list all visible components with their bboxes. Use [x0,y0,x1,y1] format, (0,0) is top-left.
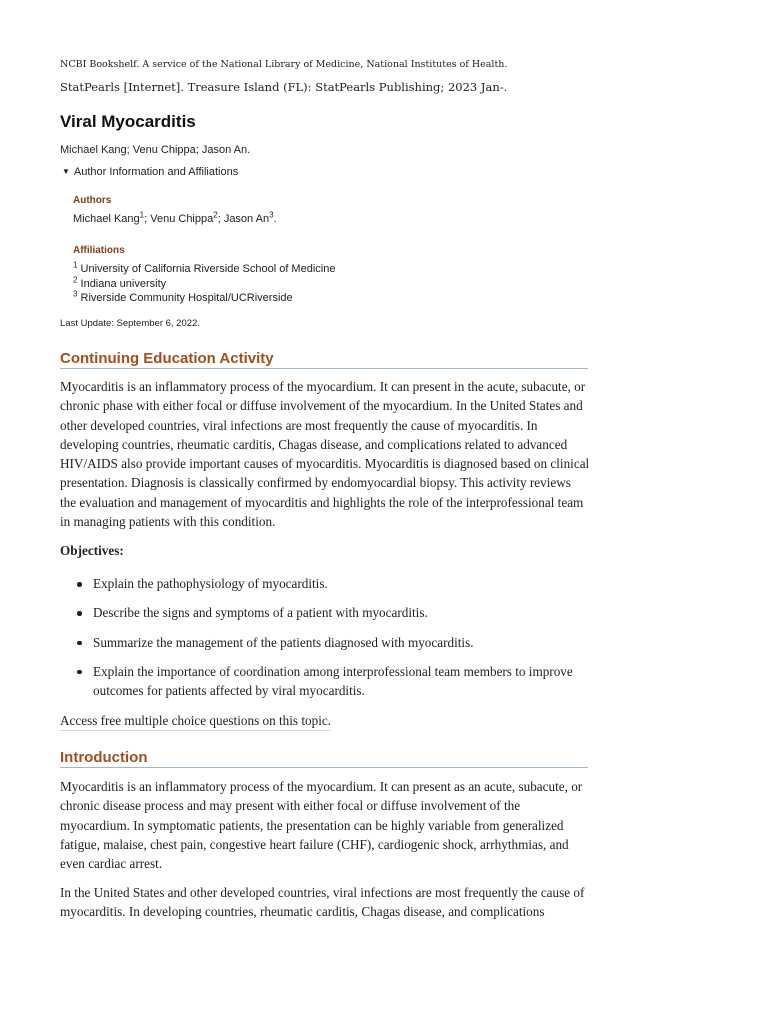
triangle-down-icon: ▼ [62,167,70,176]
affiliation-item [73,275,167,290]
list-item: Explain the importance of coordination among interprofessional team members to improve outcomes for patients affected by viral myocarditis. [93,662,623,701]
author-info-toggle-label: Author Information and Affiliations [73,166,239,178]
section-heading-introduction: Introduction [60,749,588,768]
author-affil-number: 2 [213,210,218,220]
author-separator: ; [217,213,224,225]
authors-heading: Authors [73,195,112,206]
objectives-list [60,574,623,710]
affiliation-number: 2 [73,275,78,285]
authors-line: Michael Kang; Venu Chippa; Jason An. [60,144,251,156]
author-name: Michael Kang [73,213,140,225]
author-affil-number: 1 [139,210,145,220]
author-info-toggle[interactable] [62,166,238,178]
intro-paragraph-2: In the United States and other developed countries, viral infections are most frequently the cause of myocarditis. In developing countries, rheumatic carditis, Chagas disease, and complications [60,885,585,920]
author-name: Jason An [223,213,270,225]
affiliation-item [73,289,293,304]
affiliation-item [73,260,336,275]
objectives-label: Objectives: [60,543,124,558]
affiliation-number: 3 [73,289,78,299]
affiliation-text: University of California Riverside School of Medicine [80,263,336,275]
intro-paragraph-1: Myocarditis is an inflammatory process of the myocardium. It can present as an acute, subacute, or chronic disease process and may present with either focal or diffuse involvement of the myocardium. In symptomatic patients, the presentation can be highly variable from generalized fatigue, malaise, chest pain, congestive heart failure (CHF), cardiogenic shock, arrhythmias, and even cardiac arrest. [60,779,583,872]
affiliation-text: Indiana university [80,278,167,290]
affiliation-text: Riverside Community Hospital/UCRiverside [80,292,293,304]
list-item: Summarize the management of the patients diagnosed with myocarditis. [93,633,623,652]
list-item: Describe the signs and symptoms of a patient with myocarditis. [93,603,623,622]
section-heading-continuing-education: Continuing Education Activity [60,350,588,369]
citation-line: StatPearls [Internet]. Treasure Island (FL): StatPearls Publishing; 2023 Jan-. [60,80,508,94]
access-questions-link[interactable]: Access free multiple choice questions on this topic. [60,713,331,731]
author-name: Venu Chippa [150,213,214,225]
bookshelf-notice: NCBI Bookshelf. A service of the National Library of Medicine, National Institutes of Health. [60,59,508,70]
affiliations-heading: Affiliations [73,245,125,256]
list-item: Explain the pathophysiology of myocarditis. [93,574,623,593]
ce-paragraph: Myocarditis is an inflammatory process of the myocardium. It can present in the acute, subacute, or chronic phase with either focal or diffuse involvement of the myocardium. In the United States and other developed countries, viral infections are most frequently the cause of myocarditis. In developing countries, rheumatic carditis, Chagas disease, and complications related to advanced HIV/AIDS also provide important causes of myocarditis. Myocarditis is diagnosed based on clinical presentation. Diagnosis is classically confirmed by endomyocardial biopsy. This activity reviews the evaluation and management of myocarditis and highlights the role of the interprofessional team in managing patients with this condition. [60,379,590,530]
authors-detail [73,210,277,225]
affiliation-number: 1 [73,260,78,270]
last-update: Last Update: September 6, 2022. [60,318,200,329]
author-separator: . [273,213,277,225]
author-affil-number: 3 [269,210,274,220]
author-separator: ; [144,213,151,225]
page-title: Viral Myocarditis [60,112,196,131]
